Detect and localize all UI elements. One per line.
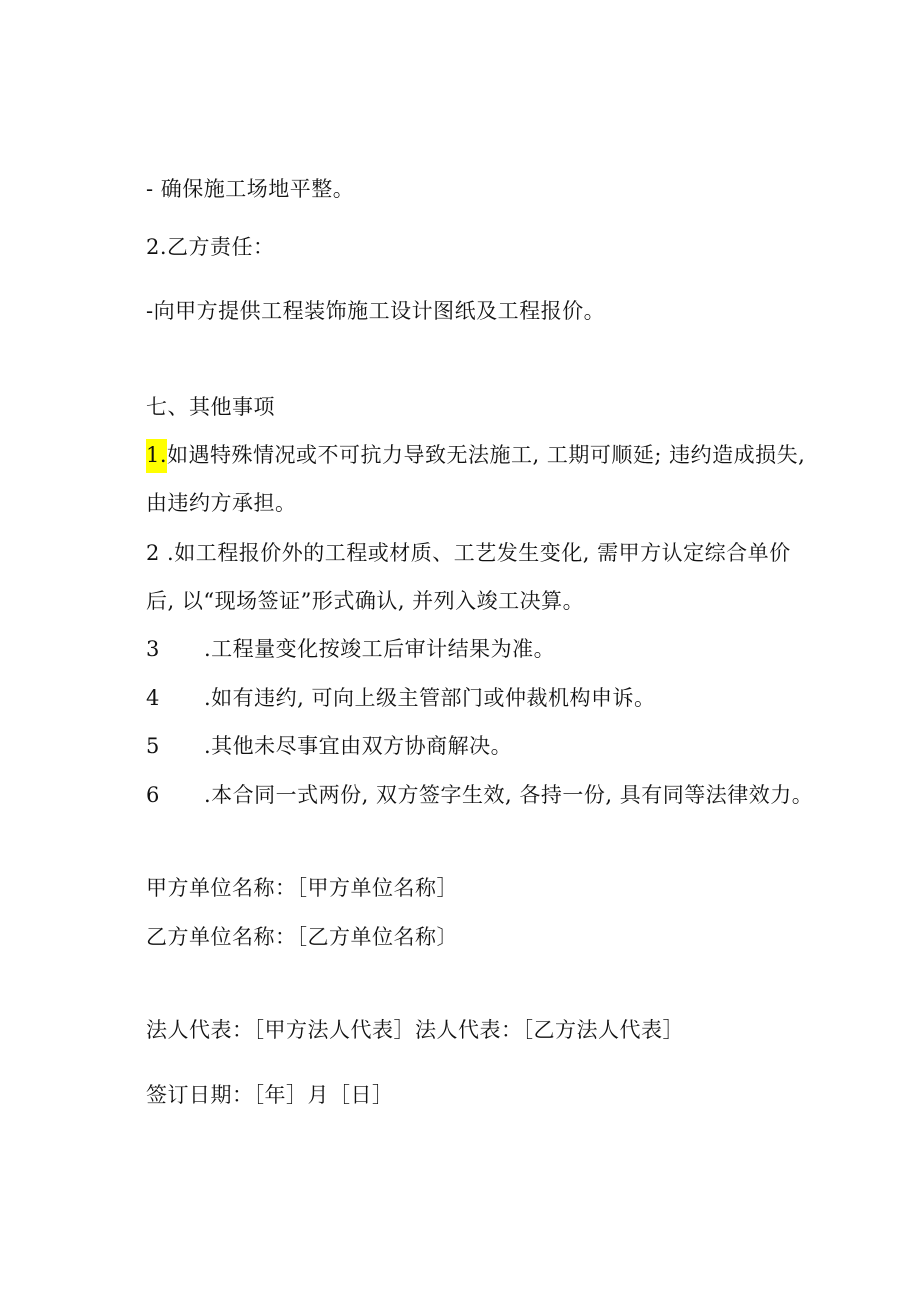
item-3-text: .工程量变化按竣工后审计结果为准。 <box>204 637 556 661</box>
item-1-number-highlight: 1. <box>146 439 167 473</box>
item-6-line <box>146 780 813 810</box>
item-1-text-b: 由违约方承担。 <box>146 491 297 515</box>
item-5-number: 5 <box>146 734 160 758</box>
party-b-name-field: 乙方单位名称：［乙方单位名称〕 <box>146 925 458 949</box>
item-3-number: 3 <box>146 637 160 661</box>
item-2-text-b: 后, 以“现场签证”形式确认, 并列入竣工决算。 <box>146 589 585 613</box>
party-b-responsibility-heading: 2.乙方责任： <box>146 235 275 259</box>
signing-date-field: 签订日期：［年］月［日］ <box>146 1083 394 1107</box>
item-5-line <box>146 731 512 761</box>
item-2-text-a: .如工程报价外的工程或材质、工艺发生变化, 需甲方认定综合单价 <box>159 541 791 565</box>
item-3-line <box>146 634 555 664</box>
item-6-number: 6 <box>146 783 160 807</box>
item-1-text-a: 如遇特殊情况或不可抗力导致无法施工, 工期可顺延; 违约造成损失, <box>167 443 806 467</box>
party-a-name-field: 甲方单位名称：［甲方单位名称］ <box>146 876 458 900</box>
item-4-text: .如有违约, 可向上级主管部门或仲裁机构申诉。 <box>204 686 656 710</box>
item-2-line-a <box>146 538 791 568</box>
site-leveling-line: - 确保施工场地平整。 <box>146 177 355 201</box>
section-7-title: 七、其他事项 <box>146 395 275 419</box>
item-5-text: .其他未尽事宜由双方协商解决。 <box>204 734 513 758</box>
item-6-text: .本合同一式两份, 双方签字生效, 各持一份, 具有同等法律效力。 <box>204 783 814 807</box>
item-2-number: 2 <box>146 541 160 565</box>
item-4-number: 4 <box>146 686 160 710</box>
item-4-line <box>146 683 656 713</box>
design-drawings-line: -向甲方提供工程装饰施工设计图纸及工程报价。 <box>146 299 606 323</box>
legal-representatives-field: 法人代表：［甲方法人代表］法人代表：［乙方法人代表］ <box>146 1018 684 1042</box>
item-1-line-a <box>146 440 805 470</box>
